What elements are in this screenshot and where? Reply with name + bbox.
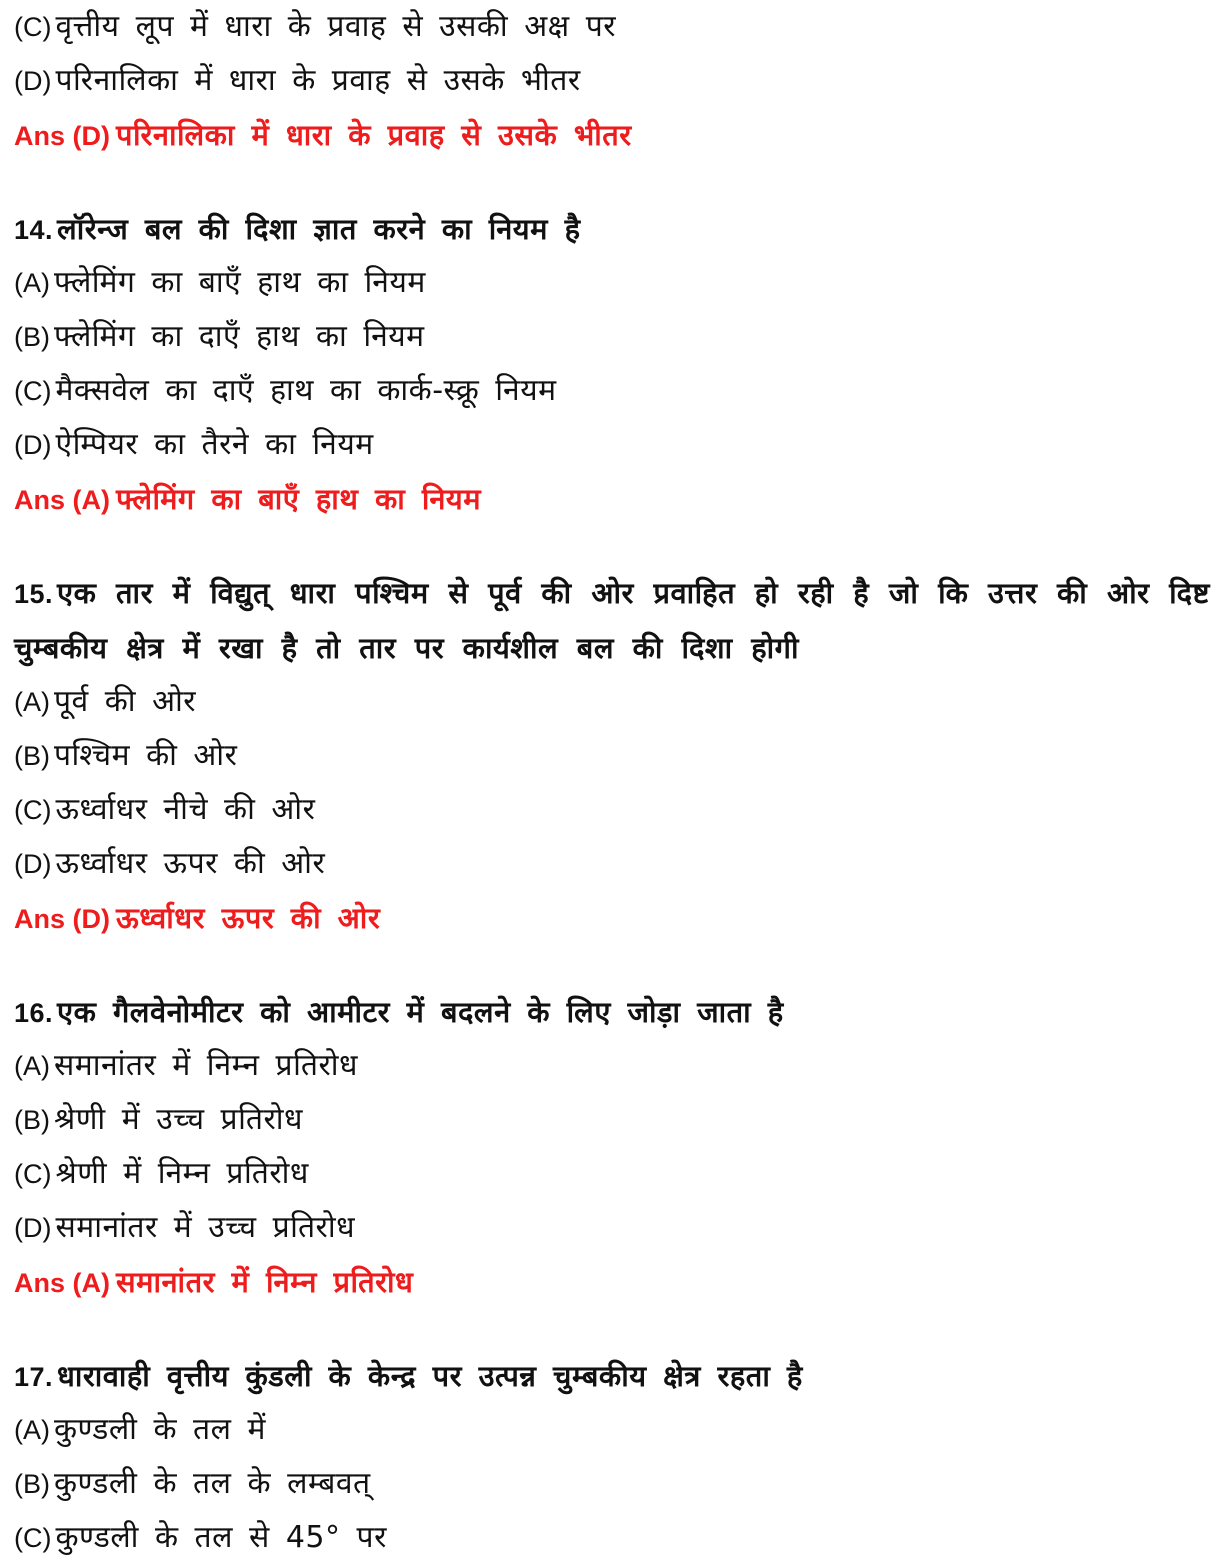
question-number: 17.: [14, 1362, 54, 1392]
spacer: [14, 526, 1210, 566]
answer-label: Ans (D): [14, 904, 110, 934]
option-c: [14, 783, 1210, 837]
question-17: [14, 1349, 1210, 1403]
option-label: (B): [14, 322, 50, 352]
question-15: [14, 566, 1210, 675]
option-label: (D): [14, 1213, 52, 1243]
option-c: [14, 1511, 1210, 1565]
option-b: [14, 310, 1210, 364]
option-text: परिनालिका में धारा के प्रवाह से उसके भीतर: [55, 63, 581, 98]
option-text: पश्चिम की ओर: [54, 738, 238, 773]
question-number: 15.: [14, 579, 54, 609]
option-a: [14, 1039, 1210, 1093]
option-text: मैक्सवेल का दाएँ हाथ का कार्क-स्क्रू नियम: [55, 373, 557, 408]
option-text: फ्लेमिंग का बाएँ हाथ का नियम: [54, 265, 426, 300]
option-label: (A): [14, 268, 50, 298]
answer-text: फ्लेमिंग का बाएँ हाथ का नियम: [116, 482, 482, 516]
option-label: (A): [14, 1415, 50, 1445]
question-text: एक गैलवेनोमीटर को आमीटर में बदलने के लिए जोड़ा जाता है: [57, 995, 784, 1029]
question-16: [14, 985, 1210, 1039]
question-text: एक तार में विद्युत् धारा पश्चिम से पूर्व की ओर प्रवाहित हो रही है जो कि उत्तर की ओर दिष्ट चुम्बकीय क्षेत्र में रखा है तो तार पर कार्यशील बल की दिशा होगी: [14, 576, 1210, 665]
option-label: (A): [14, 687, 50, 717]
option-label: (B): [14, 1105, 50, 1135]
document-page: [14, 0, 1210, 1565]
option-text: समानांतर में उच्च प्रतिरोध: [55, 1210, 356, 1245]
option-a: [14, 675, 1210, 729]
option-text: ऊर्ध्वाधर ऊपर की ओर: [55, 846, 326, 881]
option-b: [14, 729, 1210, 783]
option-text: कुण्डली के तल के लम्बवत्: [54, 1466, 371, 1501]
option-text: ऐम्पियर का तैरने का नियम: [55, 427, 374, 462]
option-b: [14, 1457, 1210, 1511]
option-text: श्रेणी में उच्च प्रतिरोध: [54, 1102, 303, 1137]
answer-text: परिनालिका में धारा के प्रवाह से उसके भीतर: [116, 118, 632, 152]
question-text: लॉरेन्ज बल की दिशा ज्ञात करने का नियम है: [57, 212, 581, 246]
option-c: [14, 364, 1210, 418]
option-text: श्रेणी में निम्न प्रतिरोध: [55, 1156, 309, 1191]
option-label: (C): [14, 376, 52, 406]
question-14: [14, 202, 1210, 256]
option-label: (C): [14, 1159, 52, 1189]
option-c: [14, 0, 1210, 54]
spacer: [14, 1309, 1210, 1349]
option-d: [14, 837, 1210, 891]
answer-line: [14, 891, 1210, 945]
question-number: 14.: [14, 215, 54, 245]
option-text: कुण्डली के तल से 45° पर: [55, 1520, 387, 1555]
option-label: (B): [14, 1469, 50, 1499]
option-b: [14, 1093, 1210, 1147]
answer-line: [14, 1255, 1210, 1309]
option-label: (B): [14, 741, 50, 771]
option-label: (C): [14, 795, 52, 825]
option-text: कुण्डली के तल में: [54, 1412, 266, 1447]
answer-label: Ans (D): [14, 121, 110, 151]
answer-label: Ans (A): [14, 1268, 110, 1298]
option-d: [14, 54, 1210, 108]
option-label: (D): [14, 66, 52, 96]
option-a: [14, 256, 1210, 310]
option-text: ऊर्ध्वाधर नीचे की ओर: [55, 792, 316, 827]
option-text: वृत्तीय लूप में धारा के प्रवाह से उसकी अक्ष पर: [55, 9, 617, 44]
option-d: [14, 1201, 1210, 1255]
option-text: समानांतर में निम्न प्रतिरोध: [54, 1048, 358, 1083]
answer-line: [14, 472, 1210, 526]
question-number: 16.: [14, 998, 54, 1028]
option-a: [14, 1403, 1210, 1457]
spacer: [14, 162, 1210, 202]
answer-line: [14, 108, 1210, 162]
option-d: [14, 418, 1210, 472]
option-label: (D): [14, 430, 52, 460]
answer-text: समानांतर में निम्न प्रतिरोध: [116, 1265, 414, 1299]
option-text: फ्लेमिंग का दाएँ हाथ का नियम: [54, 319, 425, 354]
option-text: पूर्व की ओर: [54, 684, 197, 719]
answer-label: Ans (A): [14, 485, 110, 515]
answer-text: ऊर्ध्वाधर ऊपर की ओर: [116, 901, 381, 935]
option-label: (A): [14, 1051, 50, 1081]
option-label: (D): [14, 849, 52, 879]
question-text: धारावाही वृत्तीय कुंडली के केन्द्र पर उत्पन्न चुम्बकीय क्षेत्र रहता है: [57, 1359, 803, 1393]
option-label: (C): [14, 1523, 52, 1553]
option-c: [14, 1147, 1210, 1201]
option-label: (C): [14, 12, 52, 42]
spacer: [14, 945, 1210, 985]
